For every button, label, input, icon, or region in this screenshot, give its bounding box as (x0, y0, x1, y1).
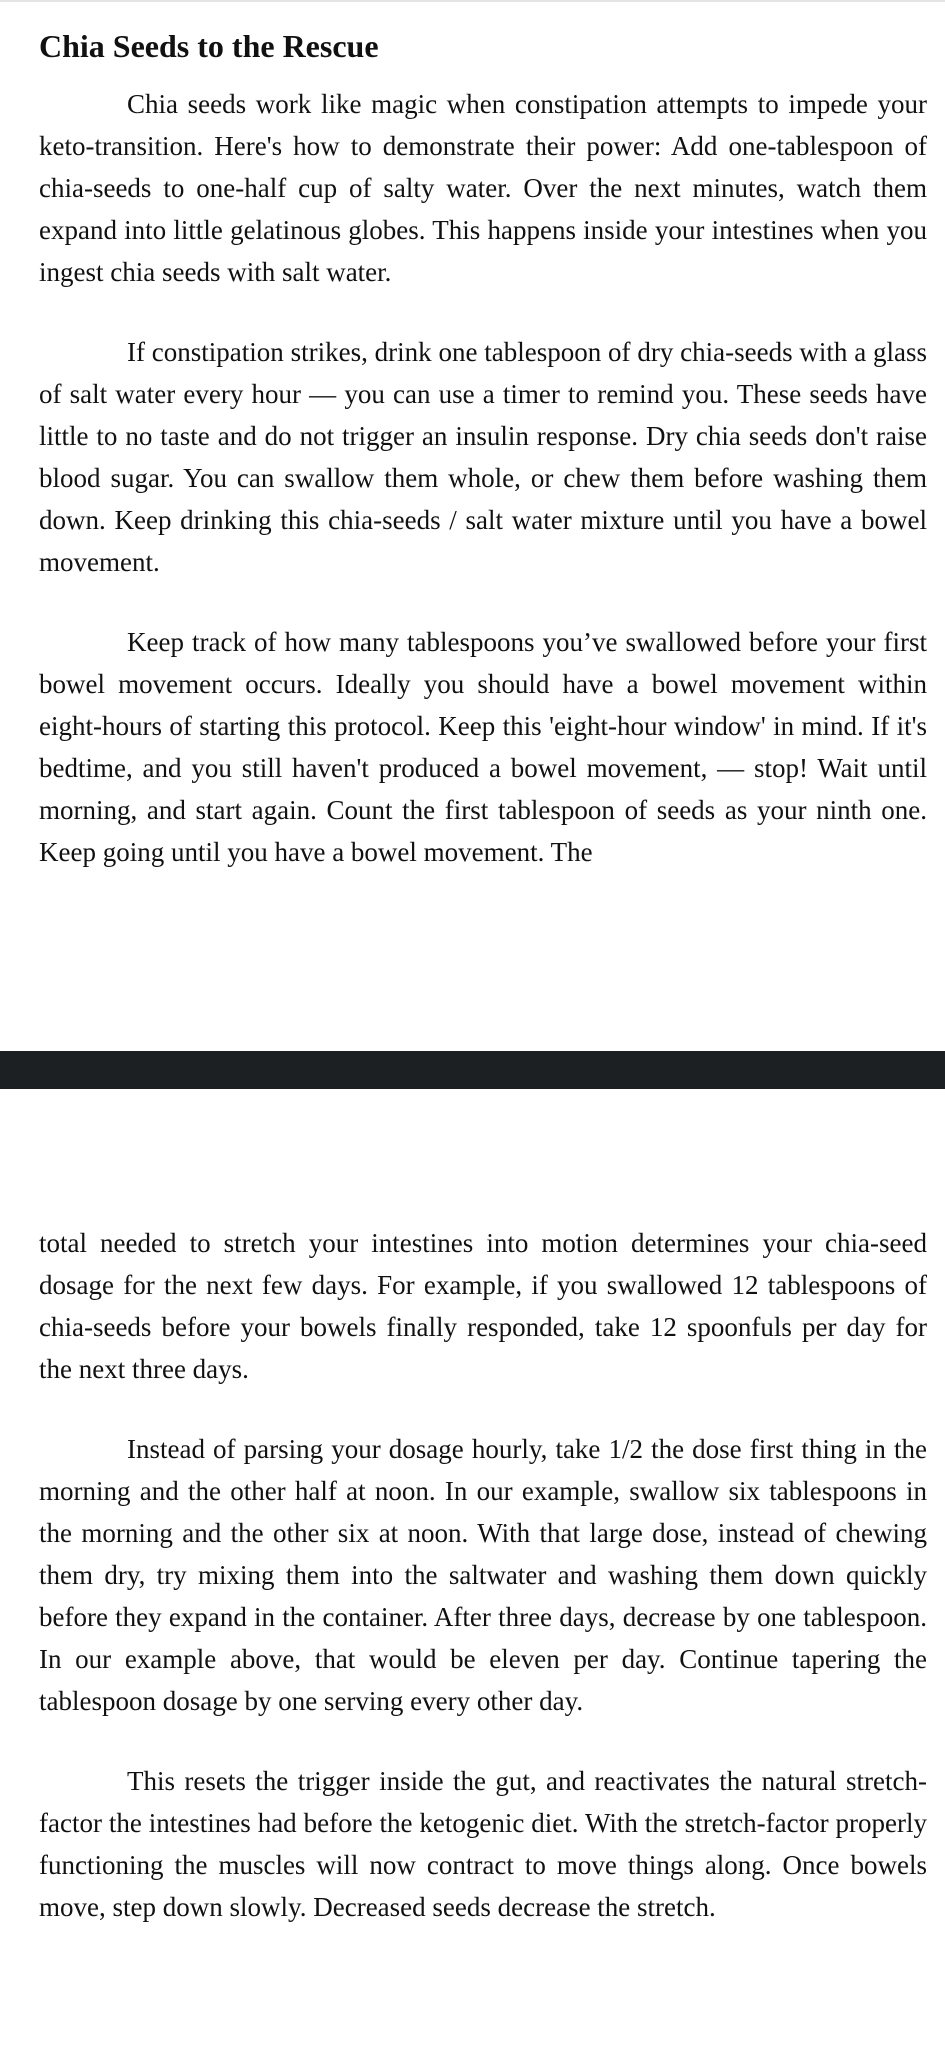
paragraph-constipation-strikes: If constipation strikes, drink one tablespoon of dry chia-seeds with a glass of salt water every hour — you can use a timer to remind you. These seeds have little to no taste and do not trigger an insulin response. Dry chia seeds don't raise blood sugar. You can swallow them whole, or chew them before washing them down. Keep drinking this chia-seeds / salt water mixture until you have a bowel movement. (39, 337, 927, 577)
paragraph-keep-track: Keep track of how many tablespoons you’ve swallowed before your first bowel movement occurs. Ideally you should have a bowel movement within eight-hours of starting this protocol. Keep this 'eight-hour window' in mind. If it's bedtime, and you still haven't produced a bowel movement, — stop! Wait until morning, and start again. Count the first tablespoon of seeds as your ninth one. Keep going until you have a bowel movement. The (39, 627, 927, 867)
paragraph-chia-magic: Chia seeds work like magic when constipation attempts to impede your keto-transition. Here's how to demonstrate their power: Add one-tablespoon of chia-seeds to one-half cup of salty water. Over the next minutes, watch them expand into little gelatinous globes. This happens inside your intestines when you ingest chia seeds with salt water. (39, 89, 927, 287)
paragraph-dosage-continuation: total needed to stretch your intestines into motion determines your chia-seed dosage for the next few days. For example, if you swallowed 12 tablespoons of chia-seeds before your bowels finally responded, take 12 spoonfuls per day for the next three days. (39, 1228, 927, 1384)
page-lower (39, 1222, 927, 1928)
page-upper (39, 22, 927, 873)
paragraph-dosage-split: Instead of parsing your dosage hourly, take 1/2 the dose first thing in the morning and the other half at noon. In our example, swallow six tablespoons in the morning and the other six at noon. With that large dose, instead of chewing them dry, try mixing them into the saltwater and washing them down quickly before they expand in the container. After three days, decrease by one tablespoon. In our example above, that would be eleven per day. Continue tapering the tablespoon dosage by one serving every other day. (39, 1434, 927, 1716)
top-edge-rule (0, 0, 945, 2)
section-heading: Chia Seeds to the Rescue (39, 28, 379, 64)
page-break-divider (0, 1051, 945, 1089)
paragraph-resets-trigger: This resets the trigger inside the gut, and reactivates the natural stretch-factor the intestines had before the ketogenic diet. With the stretch-factor properly functioning the muscles will now contract to move things along. Once bowels move, step down slowly. Decreased seeds decrease the stretch. (39, 1766, 927, 1922)
